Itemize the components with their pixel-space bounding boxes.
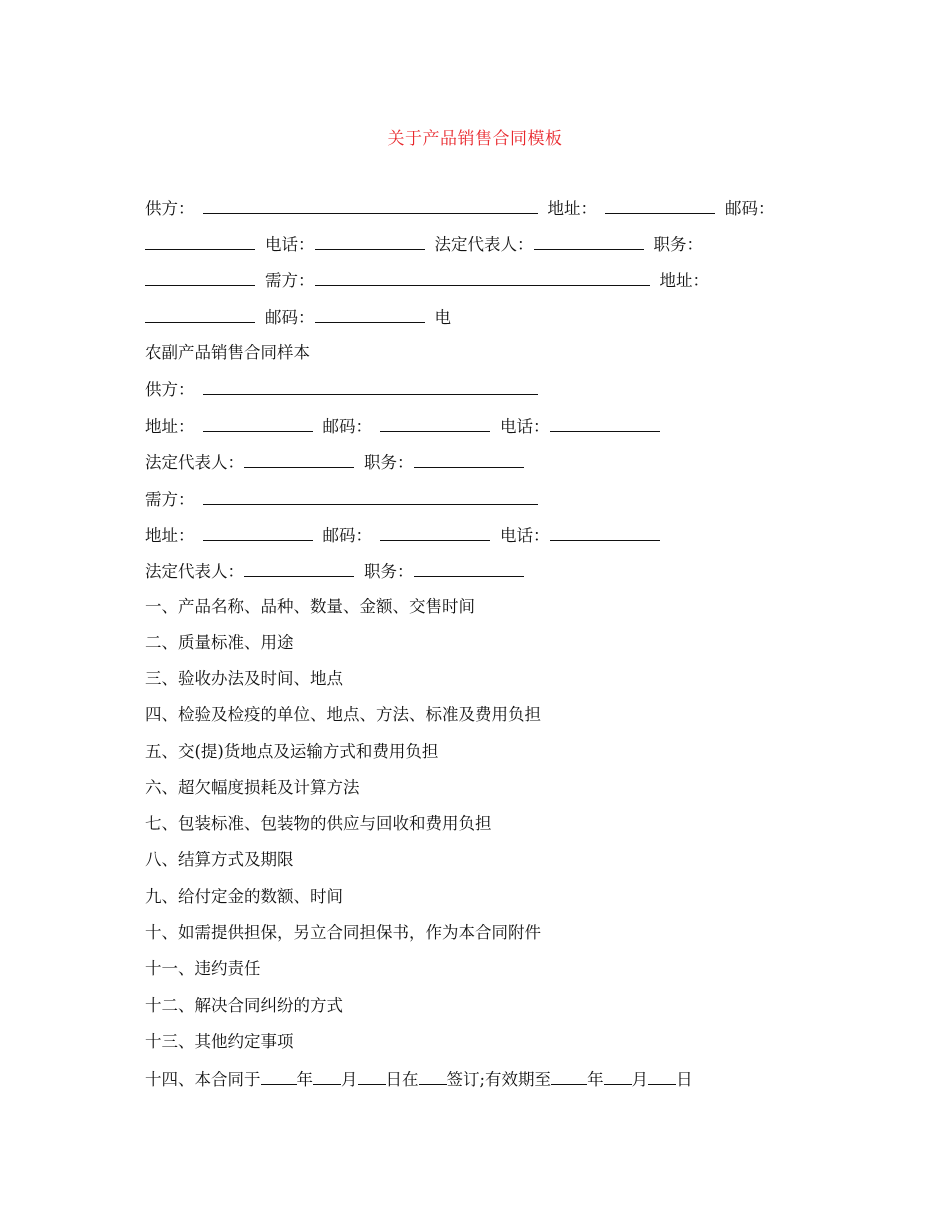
legal-rep-label: 法定代表人： (434, 235, 534, 254)
sample-supplier-line (145, 377, 538, 401)
legal-rep-field[interactable] (534, 232, 644, 250)
sample-buyer-address-label: 地址： (145, 526, 195, 545)
address-field[interactable] (605, 196, 715, 214)
phone-truncated-label: 电 (434, 308, 451, 327)
clause-13: 十三、其他约定事项 (145, 1032, 294, 1051)
sample-supplier-postcode-field[interactable] (380, 414, 490, 432)
sample-supplier-rep-field[interactable] (244, 450, 354, 468)
day-at-label: 日在 (385, 1070, 419, 1089)
sample-supplier-postcode-label: 邮码： (322, 417, 372, 436)
sample-supplier-rep-label: 法定代表人： (145, 453, 244, 472)
sample-supplier-field[interactable] (203, 377, 538, 395)
clause-14 (145, 1067, 693, 1091)
valid-year-field[interactable] (551, 1067, 587, 1085)
sample-buyer-address-field[interactable] (203, 523, 313, 541)
clause-3: 三、验收办法及时间、地点 (145, 669, 343, 688)
sample-buyer-position-label: 职务： (364, 562, 414, 581)
clause-5: 五、交(提)货地点及运输方式和费用负担 (145, 742, 439, 761)
clause-2: 二、质量标准、用途 (145, 633, 294, 652)
buyer-address-field[interactable] (145, 305, 255, 323)
sample-supplier-position-label: 职务： (364, 453, 414, 472)
buyer-field[interactable] (315, 268, 650, 286)
supplier-field[interactable] (203, 196, 538, 214)
clause-14-prefix: 十四、本合同于 (145, 1070, 261, 1089)
clause-7: 七、包装标准、包装物的供应与回收和费用负担 (145, 814, 492, 833)
clause-6: 六、超欠幅度损耗及计算方法 (145, 778, 360, 797)
buyer-postcode-field[interactable] (315, 305, 425, 323)
year2-label: 年 (587, 1070, 604, 1089)
signed-valid-label: 签订;有效期至 (446, 1070, 552, 1089)
sample-buyer-rep-field[interactable] (244, 559, 354, 577)
clause-10: 十、如需提供担保，另立合同担保书，作为本合同附件 (145, 923, 541, 942)
sample-supplier-phone-field[interactable] (550, 414, 660, 432)
sample-buyer-rep-line (145, 559, 524, 583)
sample-buyer-postcode-field[interactable] (380, 523, 490, 541)
sample-heading: 农副产品销售合同样本 (145, 343, 310, 362)
phone-label: 电话： (265, 235, 315, 254)
address-label: 地址： (547, 199, 597, 218)
supplier-label: 供方： (145, 199, 195, 218)
sample-buyer-contact-line (145, 523, 660, 547)
sample-supplier-position-field[interactable] (414, 450, 524, 468)
buyer-address-label: 地址： (659, 271, 709, 290)
sample-buyer-field[interactable] (203, 487, 538, 505)
sample-supplier-contact-line (145, 414, 660, 438)
position-label: 职务： (653, 235, 703, 254)
form-line-4 (145, 305, 451, 329)
form-line-2 (145, 232, 703, 256)
sign-month-field[interactable] (313, 1067, 341, 1085)
sample-supplier-address-field[interactable] (203, 414, 313, 432)
buyer-postcode-label: 邮码： (265, 308, 315, 327)
postcode-label: 邮码： (725, 199, 775, 218)
sample-supplier-rep-line (145, 450, 524, 474)
form-line-3 (145, 268, 709, 292)
sample-buyer-postcode-label: 邮码： (322, 526, 372, 545)
sample-buyer-phone-field[interactable] (550, 523, 660, 541)
sample-buyer-position-field[interactable] (414, 559, 524, 577)
clause-12: 十二、解决合同纠纷的方式 (145, 996, 343, 1015)
valid-day-field[interactable] (648, 1067, 676, 1085)
sample-buyer-rep-label: 法定代表人： (145, 562, 244, 581)
month2-label: 月 (631, 1070, 649, 1089)
valid-month-field[interactable] (604, 1067, 632, 1085)
sample-buyer-label: 需方： (145, 490, 195, 509)
sign-year-field[interactable] (261, 1067, 297, 1085)
sample-supplier-label: 供方： (145, 380, 195, 399)
sign-place-field[interactable] (419, 1067, 447, 1085)
sample-supplier-phone-label: 电话： (500, 417, 550, 436)
day2-label: 日 (676, 1070, 693, 1089)
sign-day-field[interactable] (358, 1067, 386, 1085)
sample-supplier-address-label: 地址： (145, 417, 195, 436)
clause-4: 四、检验及检疫的单位、地点、方法、标准及费用负担 (145, 705, 541, 724)
year-label: 年 (296, 1070, 313, 1089)
clause-9: 九、给付定金的数额、时间 (145, 887, 343, 906)
month-label: 月 (341, 1070, 358, 1089)
clause-1: 一、产品名称、品种、数量、金额、交售时间 (145, 597, 475, 616)
postcode-field[interactable] (145, 232, 255, 250)
phone-field[interactable] (315, 232, 425, 250)
sample-buyer-line (145, 487, 538, 511)
form-line-1 (145, 196, 775, 220)
clause-11: 十一、违约责任 (145, 959, 261, 978)
buyer-label: 需方： (265, 271, 315, 290)
sample-buyer-phone-label: 电话： (500, 526, 550, 545)
document-title: 关于产品销售合同模板 (387, 129, 563, 149)
position-field[interactable] (145, 268, 255, 286)
clause-8: 八、结算方式及期限 (145, 850, 294, 869)
